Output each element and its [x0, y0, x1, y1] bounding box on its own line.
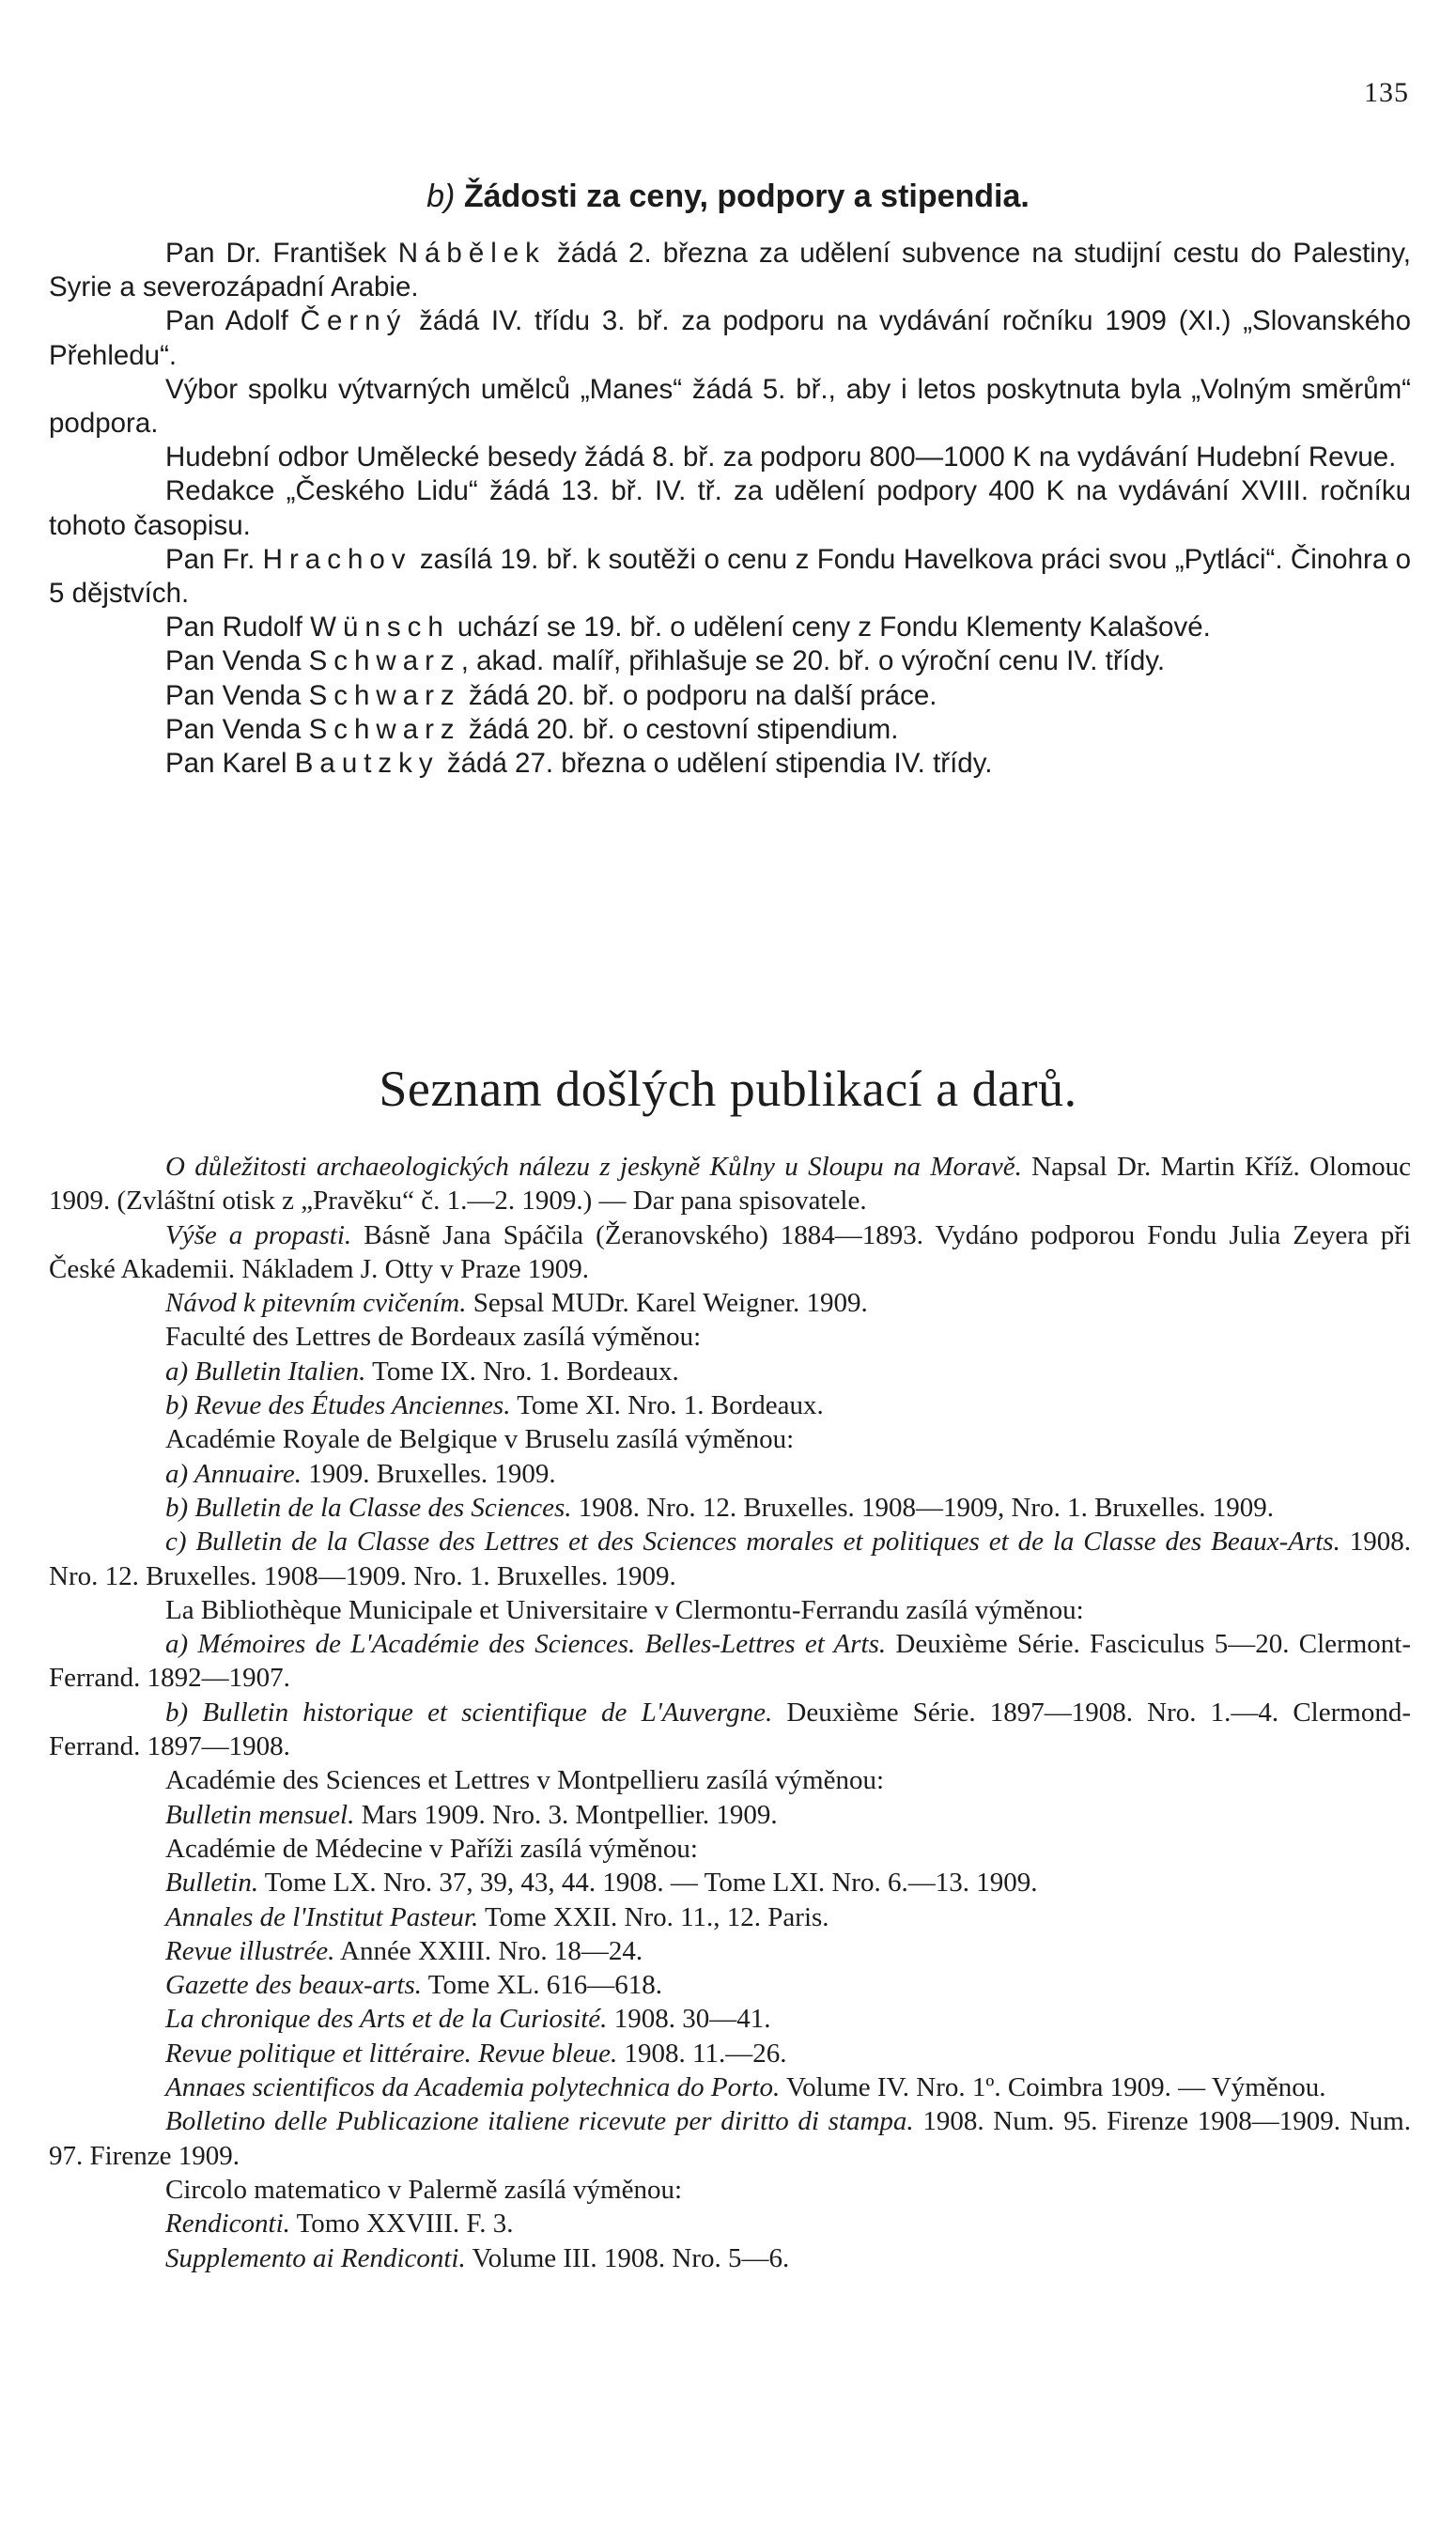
- publication-entry: b) Revue des Études Anciennes. Tome XI. Nro. 1. Bordeaux.: [165, 1390, 824, 1421]
- publication-entry: Supplemento ai Rendiconti. Volume III. 1908. Nro. 5—6.: [165, 2242, 790, 2273]
- publication-entry: Académie Royale de Belgique v Bruselu zasílá výměnou:: [165, 1424, 795, 1455]
- publications-list: [49, 1150, 1411, 2275]
- publication-entry: O důležitosti archaeologických nálezu z jeskyně Kůlny u Sloupu na Moravě. Napsal Dr. Martin Kříž. Olomouc 1909. (Zvláštní otisk z „Pravěku“ č. 1.—2. 1909.) — Dar pana spisovatele.: [49, 1152, 1411, 1217]
- publication-entry: Bulletin mensuel. Mars 1909. Nro. 3. Montpellier. 1909.: [165, 1799, 778, 1830]
- publication-entry: La Bibliothèque Municipale et Universitaire v Clermontu-Ferrandu zasílá výměnou:: [165, 1594, 1084, 1625]
- request-entry: Pan Karel Bautzky žádá 27. března o udělení stipendia IV. třídy.: [165, 748, 993, 780]
- publication-entry: Académie des Sciences et Lettres v Montpellieru zasílá výměnou:: [165, 1765, 885, 1796]
- publication-entry: Circolo matematico v Palermě zasílá výměnou:: [165, 2174, 683, 2205]
- request-entry: Pan Adolf Černý žádá IV. třídu 3. bř. za podporu na vydávání ročníku 1909 (XI.) „Slovanského Přehledu“.: [49, 305, 1411, 371]
- page-number: 135: [1364, 77, 1409, 108]
- publication-entry: b) Bulletin de la Classe des Sciences. 1908. Nro. 12. Bruxelles. 1908—1909, Nro. 1. Bruxelles. 1909.: [165, 1492, 1274, 1523]
- publication-entry: c) Bulletin de la Classe des Lettres et des Sciences morales et politiques et de la Classe des Beaux-Arts. 1908. Nro. 12. Bruxelles. 1908—1909. Nro. 1. Bruxelles. 1909.: [49, 1527, 1412, 1591]
- request-entry: Pan Venda Schwarz žádá 20. bř. o podporu na další práce.: [165, 679, 937, 711]
- request-entry: Pan Venda Schwarz žádá 20. bř. o cestovní stipendium.: [165, 713, 899, 745]
- request-entry: Redakce „Českého Lidu“ žádá 13. bř. IV. tř. za udělení podpory 400 K na vydávání XVIII. ročníku tohoto časopisu.: [49, 475, 1411, 541]
- request-entry: Pan Dr. František Nábělek žádá 2. března za udělení subvence na studijní cestu do Palestiny, Syrie a severozápadní Arabie.: [49, 238, 1411, 303]
- publication-entry: a) Mémoires de L'Académie des Sciences. Belles-Lettres et Arts. Deuxième Série. Fasciculus 5—20. Clermont-Ferrand. 1892—1907.: [49, 1629, 1411, 1694]
- request-entry: Výbor spolku výtvarných umělců „Manes“ žádá 5. bř., aby i letos poskytnuta byla „Volným směrům“ podpora.: [49, 373, 1411, 440]
- requests-list: [49, 237, 1411, 781]
- request-entry: Pan Venda Schwarz, akad. malíř, přihlašuje se 20. bř. o výroční cenu IV. třídy.: [165, 645, 1166, 677]
- publication-entry: Annales de l'Institut Pasteur. Tome XXII. Nro. 11., 12. Paris.: [165, 1901, 829, 1932]
- section-heading-requests: [0, 178, 1456, 215]
- publication-entry: Revue illustrée. Année XXIII. Nro. 18—24.: [165, 1935, 643, 1966]
- publication-entry: Bolletino delle Publicazione italiene ricevute per diritto di stampa. 1908. Num. 95. Firenze 1908—1909. Num. 97. Firenze 1909.: [49, 2106, 1411, 2171]
- publication-entry: La chronique des Arts et de la Curiosité. 1908. 30—41.: [165, 2004, 771, 2035]
- publication-entry: a) Annuaire. 1909. Bruxelles. 1909.: [165, 1458, 556, 1489]
- publications-heading: Seznam došlých publikací a darů.: [379, 1061, 1077, 1117]
- request-entry: Pan Rudolf Wünsch uchází se 19. bř. o udělení ceny z Fondu Klementy Kalašové.: [165, 612, 1211, 643]
- section-title: Žádosti za ceny, podpory a stipendia.: [463, 178, 1030, 214]
- publication-entry: Výše a propasti. Básně Jana Spáčila (Žeranovského) 1884—1893. Vydáno podporou Fondu Julia Zeyera při České Akademii. Nákladem J. Otty v Praze 1909.: [49, 1219, 1411, 1284]
- publication-entry: Annaes scientificos da Academia polytechnica do Porto. Volume IV. Nro. 1º. Coimbra 1909. — Výměnou.: [165, 2072, 1326, 2103]
- section-label: b): [426, 178, 456, 214]
- publication-entry: Revue politique et littéraire. Revue bleue. 1908. 11.—26.: [165, 2038, 787, 2069]
- publication-entry: Bulletin. Tome LX. Nro. 37, 39, 43, 44. 1908. — Tome LXI. Nro. 6.—13. 1909.: [165, 1868, 1038, 1899]
- publication-entry: Faculté des Lettres de Bordeaux zasílá výměnou:: [165, 1322, 702, 1353]
- publication-entry: Návod k pitevním cvičením. Sepsal MUDr. Karel Weigner. 1909.: [165, 1288, 868, 1319]
- publication-entry: b) Bulletin historique et scientifique de L'Auvergne. Deuxième Série. 1897—1908. Nro. 1.—4. Clermond-Ferrand. 1897—1908.: [49, 1697, 1411, 1762]
- publication-entry: Gazette des beaux-arts. Tome XL. 616—618.: [165, 1970, 663, 2001]
- publication-entry: Académie de Médecine v Paříži zasílá výměnou:: [165, 1833, 698, 1864]
- request-entry: Pan Fr. Hrachov zasílá 19. bř. k soutěži o cenu z Fondu Havelkova práci svou „Pytláci“. Činohra o 5 dějstvích.: [49, 543, 1411, 610]
- publication-entry: a) Bulletin Italien. Tome IX. Nro. 1. Bordeaux.: [165, 1356, 679, 1387]
- request-entry: Hudební odbor Umělecké besedy žádá 8. bř. za podporu 800—1000 K na vydávání Hudební Revue.: [165, 442, 1397, 473]
- publication-entry: Rendiconti. Tomo XXVIII. F. 3.: [165, 2209, 514, 2240]
